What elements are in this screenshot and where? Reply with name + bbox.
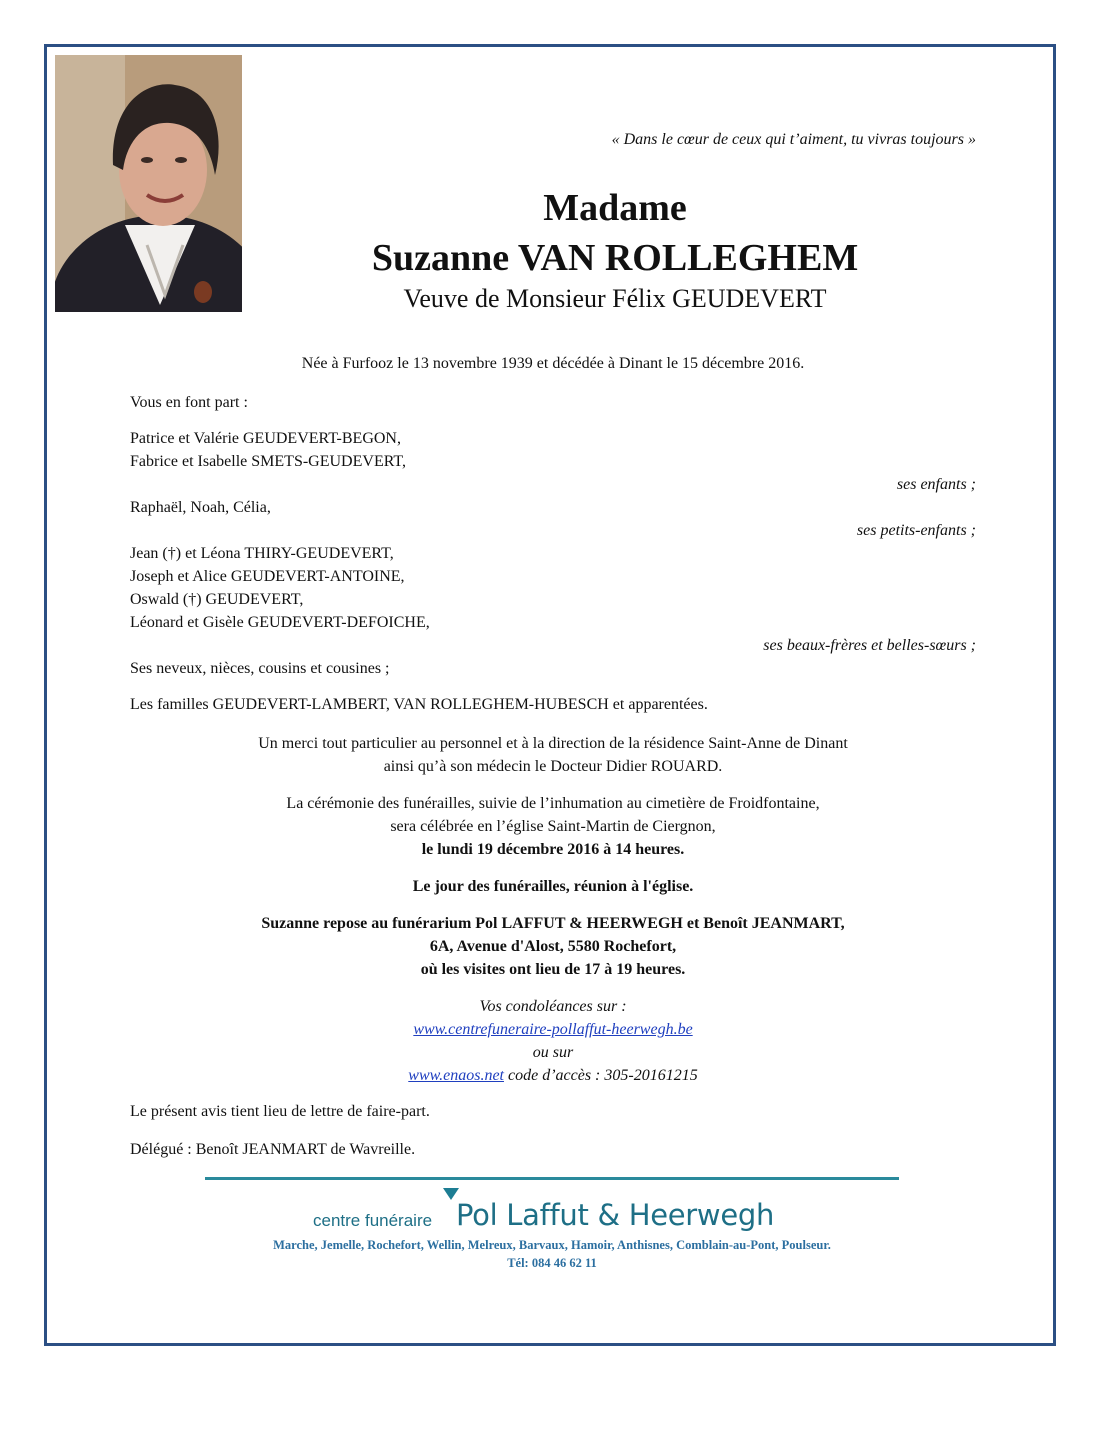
notice-line: Le présent avis tient lieu de lettre de faire-part. [130,1103,430,1120]
funeral-center-link[interactable]: www.centrefuneraire-pollaffut-heerwegh.be [413,1021,693,1038]
thanks-line: Un merci tout particulier au personnel et à la direction de la résidence Saint-Anne de Dinant [258,735,848,752]
child-line: Fabrice et Isabelle SMETS-GEUDEVERT, [130,453,407,470]
ceremony-line: La cérémonie des funérailles, suivie de l’inhumation au cimetière de Froidfontaine, [286,795,820,812]
portrait-photo [55,55,242,312]
rest-line: où les visites ont lieu de 17 à 19 heures. [420,961,686,978]
logo-small-text: centre funéraire [313,1211,433,1230]
delegate-line: Délégué : Benoît JEANMART de Wavreille. [130,1141,416,1158]
children-role: ses enfants ; [896,476,976,493]
condolences-link-row [130,1019,976,1041]
deceased-name: Suzanne VAN ROLLEGHEM [371,237,859,279]
logo-cities: Marche, Jemelle, Rochefort, Wellin, Melreux, Barvaux, Hamoir, Anthisnes, Comblain-au-Pont, Poulseur. [273,1238,831,1252]
ceremony-date: le lundi 19 décembre 2016 à 14 heures. [421,841,685,858]
nephews-line: Ses neveux, nièces, cousins et cousines ; [130,660,390,677]
families-line: Les familles GEUDEVERT-LAMBERT, VAN ROLLEGHEM-HUBESCH et apparentées. [130,696,708,713]
meeting-line: Le jour des funérailles, réunion à l'église. [412,878,694,895]
logo-divider [205,1177,899,1180]
honorific-title: Madame [543,187,687,229]
enaos-row [130,1065,976,1087]
rest-line: 6A, Avenue d'Alost, 5580 Rochefort, [429,938,677,955]
logo-brand-name: Pol Laffut & Heerwegh [456,1198,775,1232]
enaos-link[interactable]: www.enaos.net [408,1067,504,1084]
birth-death-line: Née à Furfooz le 13 novembre 1939 et décédée à Dinant le 15 décembre 2016. [301,355,805,372]
widow-of-line: Veuve de Monsieur Félix GEUDEVERT [403,284,827,313]
grandchildren-role: ses petits-enfants ; [856,522,976,539]
child-line: Patrice et Valérie GEUDEVERT-BEGON, [130,430,401,447]
rest-line: Suzanne repose au funérarium Pol LAFFUT & HEERWEGH et Benoît JEANMART, [261,915,845,932]
ceremony-line: sera célébrée en l’église Saint-Martin de Ciergnon, [390,818,716,835]
inlaw-line: Joseph et Alice GEUDEVERT-ANTOINE, [130,568,405,585]
logo-phone: Tél: 084 46 62 11 [507,1256,597,1270]
condolences-or: ou sur [532,1044,574,1061]
condolences-label: Vos condoléances sur : [479,998,627,1015]
inlaw-line: Léonard et Gisèle GEUDEVERT-DEFOICHE, [130,614,430,631]
access-code: code d’accès : 305-20161215 [503,1067,698,1084]
inlaws-role: ses beaux-frères et belles-sœurs ; [763,637,976,654]
intro-line: Vous en font part : [130,394,248,411]
grandchildren-line: Raphaël, Noah, Célia, [130,499,271,516]
inlaw-line: Oswald (†) GEUDEVERT, [130,591,304,608]
thanks-line: ainsi qu’à son médecin le Docteur Didier ROUARD. [383,758,723,775]
inlaw-line: Jean (†) et Léona THIRY-GEUDEVERT, [130,545,394,562]
memorial-quote: « Dans le cœur de ceux qui t’aiment, tu vivras toujours » [611,131,976,148]
